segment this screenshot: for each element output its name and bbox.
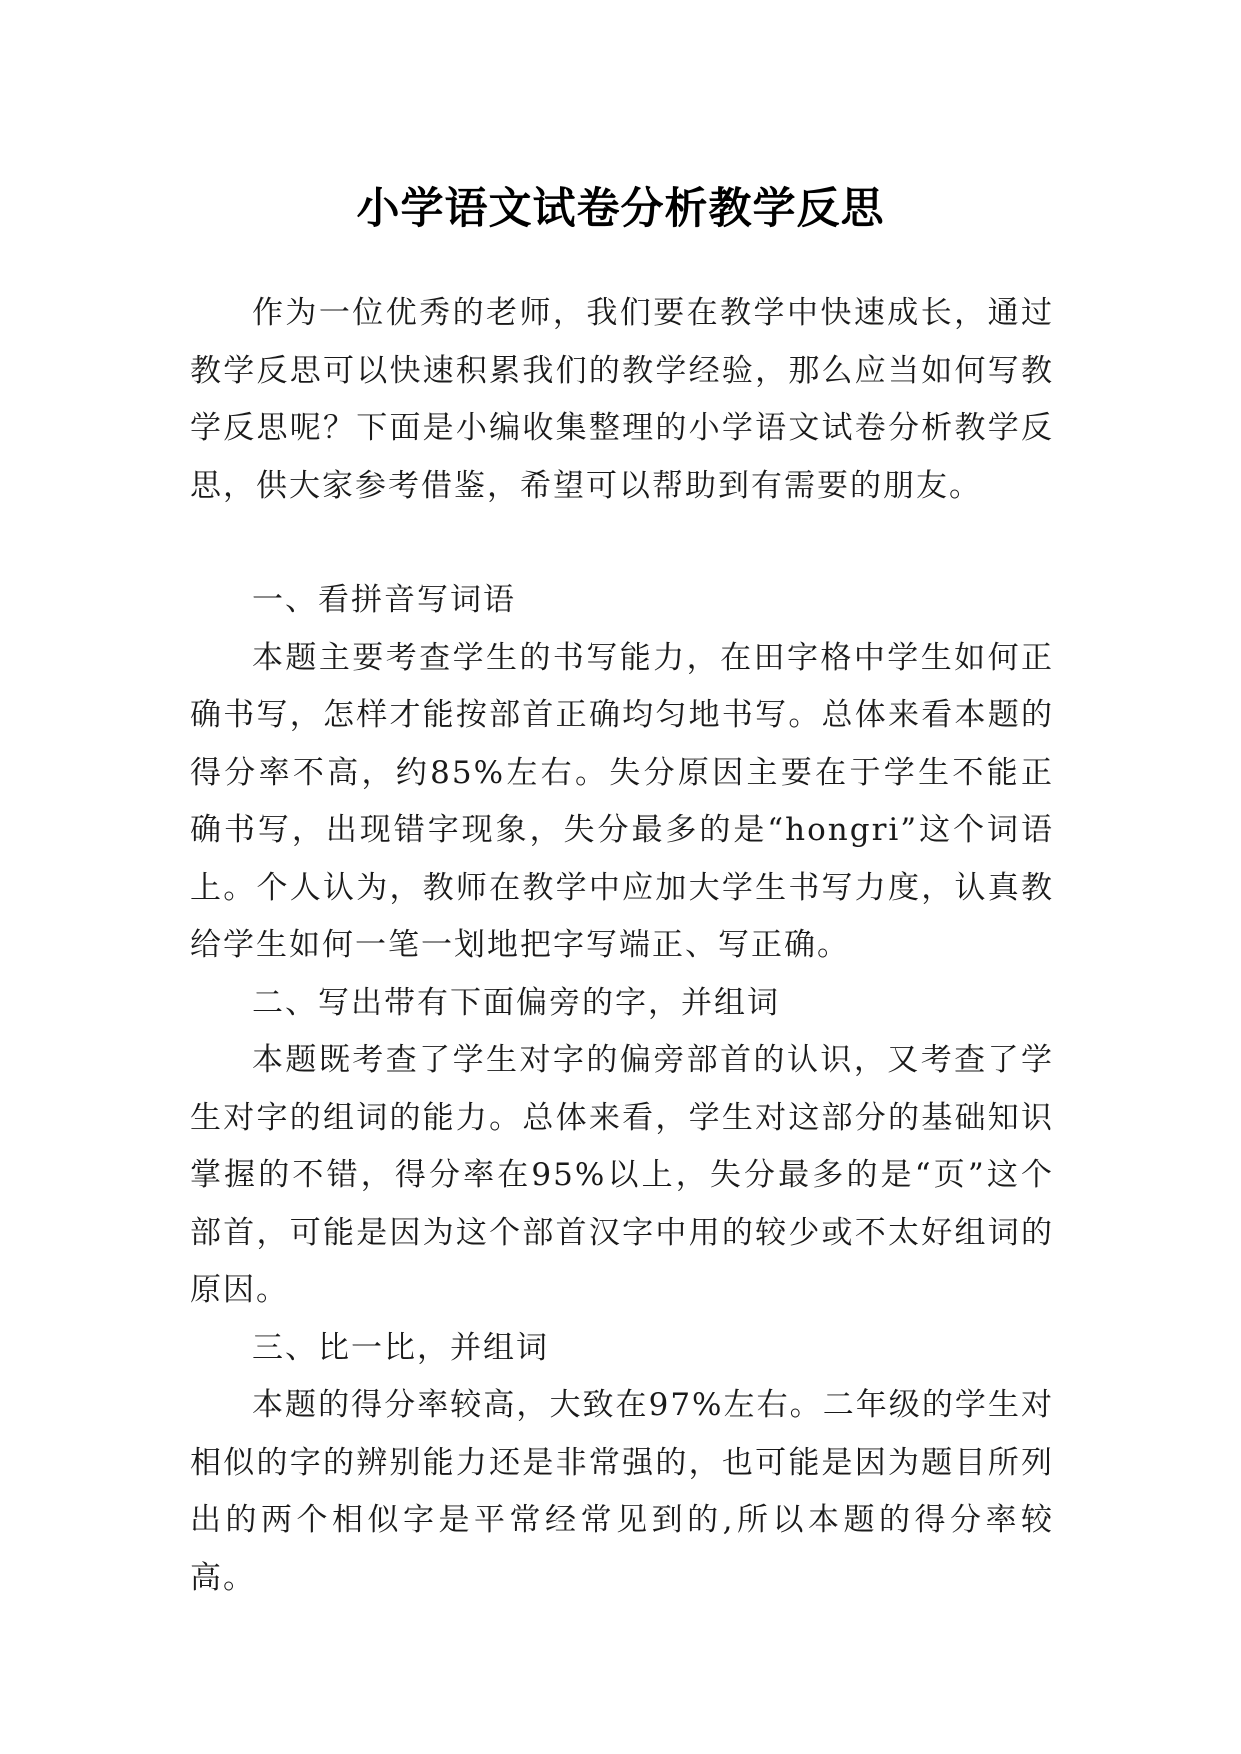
section-paragraph-1: 本题主要考查学生的书写能力，在田字格中学生如何正确书写，怎样才能按部首正确均匀地书写。总体来看本题的得分率不高，约85%左右。失分原因主要在于学生不能正确书写，出现错字现象，失分最多的是“hongri”这个词语上。个人认为，教师在教学中应加大学生书写力度，认真教给学生如何一笔一划地把字写端正、写正确。 bbox=[190, 639, 1054, 963]
section-heading-1: 一、看拼音写词语 bbox=[252, 582, 516, 618]
document-body bbox=[190, 285, 1054, 1607]
intro-paragraph: 作为一位优秀的老师，我们要在教学中快速成长，通过教学反思可以快速积累我们的教学经验，那么应当如何写教学反思呢？下面是小编收集整理的小学语文试卷分析教学反思，供大家参考借鉴，希望可以帮助到有需要的朋友。 bbox=[190, 295, 1054, 504]
document-title: 小学语文试卷分析教学反思 bbox=[356, 183, 885, 234]
section-paragraph-3: 本题的得分率较高，大致在97%左右。二年级的学生对相似的字的辨别能力还是非常强的，也可能是因为题目所列出的两个相似字是平常经常见到的,所以本题的得分率较高。 bbox=[190, 1387, 1054, 1596]
section-paragraph-2: 本题既考查了学生对字的偏旁部首的认识，又考查了学生对字的组词的能力。总体来看，学生对这部分的基础知识掌握的不错，得分率在95%以上，失分最多的是“页”这个部首，可能是因为这个部首汉字中用的较少或不太好组词的原因。 bbox=[190, 1042, 1054, 1308]
section-heading-3: 三、比一比，并组词 bbox=[252, 1329, 549, 1366]
section-heading-2: 二、写出带有下面偏旁的字，并组词 bbox=[252, 984, 780, 1021]
